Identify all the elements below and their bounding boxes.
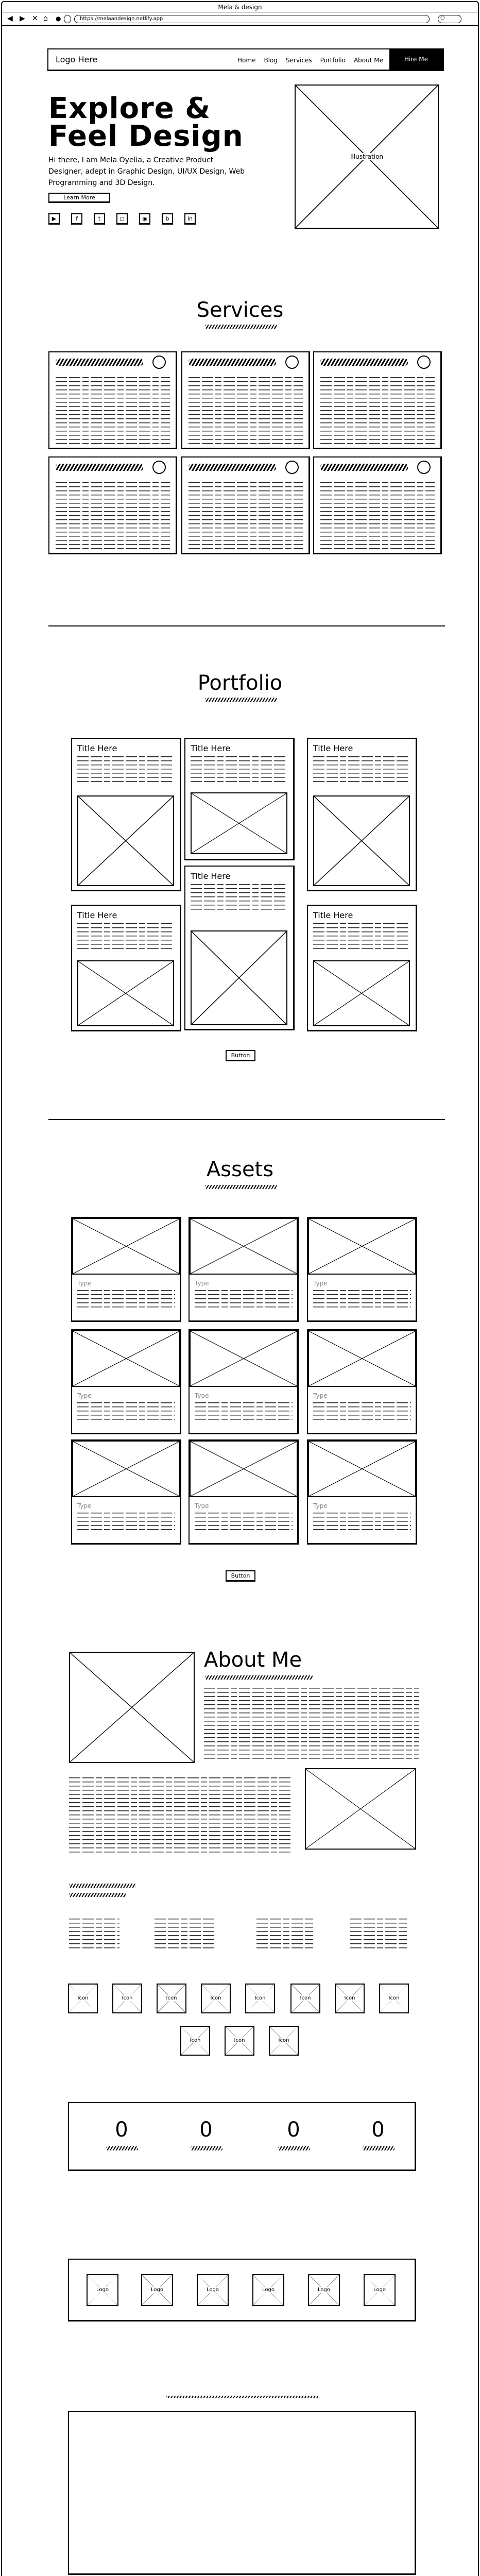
about-skill-title xyxy=(69,1884,136,1888)
assets-button[interactable]: Button xyxy=(226,1570,255,1582)
tool-icon-label xyxy=(158,1995,185,2002)
home-icon[interactable]: ⌂ xyxy=(43,14,48,23)
portfolio-card[interactable] xyxy=(184,738,295,860)
menu-item-home[interactable]: Home xyxy=(237,57,256,64)
portfolio-thumbnail xyxy=(77,960,174,1026)
twitter-icon[interactable]: t xyxy=(94,213,105,225)
service-card-title xyxy=(188,359,276,366)
client-logo-text: Logo xyxy=(96,2287,109,2293)
service-card-title xyxy=(320,359,408,366)
client-logo-label xyxy=(88,2286,117,2294)
service-card[interactable] xyxy=(181,456,310,554)
tool-icon-text: Icon xyxy=(122,1995,133,2001)
portfolio-thumbnail xyxy=(313,960,410,1026)
portfolio-card-title: Title Here xyxy=(313,743,353,753)
service-card-title xyxy=(188,464,276,471)
skills-column-4 xyxy=(350,1919,407,1952)
tool-icon-label xyxy=(226,2037,253,2044)
client-logo-label xyxy=(309,2286,339,2294)
asset-thumbnail xyxy=(190,1330,298,1387)
tool-icon xyxy=(68,1984,98,2013)
portfolio-card-text xyxy=(77,756,174,785)
service-card-text xyxy=(56,482,170,549)
tool-icon xyxy=(201,1984,231,2013)
portfolio-subtitle xyxy=(205,698,277,702)
client-logo-text: Logo xyxy=(151,2287,163,2293)
portfolio-thumbnail xyxy=(313,795,410,886)
tool-icon-text: Icon xyxy=(344,1995,355,2001)
menu-item-about[interactable]: About Me xyxy=(353,57,383,64)
tool-icon-text: Icon xyxy=(300,1995,311,2001)
tool-icon-label xyxy=(181,2037,209,2044)
portfolio-button[interactable]: Button xyxy=(226,1050,255,1061)
services-subtitle xyxy=(205,325,277,329)
service-card-title xyxy=(56,464,143,471)
asset-description xyxy=(195,1402,293,1423)
search-icon: ○ xyxy=(440,15,445,21)
stat-value: 0 xyxy=(115,2118,128,2142)
asset-thumbnail xyxy=(308,1218,416,1275)
portfolio-card[interactable] xyxy=(184,866,295,1030)
stat-label xyxy=(191,2146,222,2150)
asset-card[interactable] xyxy=(71,1329,181,1434)
menu-item-blog[interactable]: Blog xyxy=(264,57,278,64)
tool-icon xyxy=(379,1984,409,2013)
client-logo[interactable] xyxy=(197,2274,229,2306)
asset-type-label: Type xyxy=(195,1392,209,1399)
tool-icon-label xyxy=(292,1995,319,2002)
facebook-icon[interactable]: f xyxy=(71,213,82,225)
tool-icon xyxy=(180,2026,210,2056)
asset-description xyxy=(77,1290,175,1311)
hire-me-button[interactable]: Hire Me xyxy=(389,49,443,70)
browser-toolbar xyxy=(2,12,478,26)
asset-thumbnail xyxy=(72,1330,180,1387)
asset-type-label: Type xyxy=(195,1502,209,1510)
about-heading: About Me xyxy=(204,1648,302,1672)
stat-label xyxy=(278,2146,310,2150)
tool-icon xyxy=(112,1984,142,2013)
service-card[interactable] xyxy=(48,351,177,449)
service-card-title xyxy=(320,464,408,471)
asset-type-label: Type xyxy=(77,1280,92,1287)
asset-card[interactable] xyxy=(71,1439,181,1545)
close-icon[interactable]: ✕ xyxy=(32,14,38,23)
tool-icon-label xyxy=(270,2037,298,2044)
service-icon xyxy=(417,461,431,474)
skills-column-2 xyxy=(155,1919,216,1952)
assets-heading: Assets xyxy=(206,1158,274,1181)
hero-title xyxy=(48,92,275,153)
skills-column-1 xyxy=(69,1919,119,1952)
tool-icon xyxy=(269,2026,299,2056)
tool-icon-label xyxy=(69,1995,97,2002)
asset-type-label: Type xyxy=(77,1502,92,1510)
service-card[interactable] xyxy=(181,351,310,449)
tool-icon-label xyxy=(246,1995,274,2002)
browser-window xyxy=(1,1,479,2576)
tool-icon-text: Icon xyxy=(254,1995,266,2001)
portfolio-card[interactable] xyxy=(71,905,181,1031)
asset-description xyxy=(313,1402,411,1423)
window-title: Mela & design xyxy=(2,2,478,12)
section-divider xyxy=(48,1119,445,1120)
asset-card[interactable] xyxy=(71,1217,181,1322)
skills-column-3 xyxy=(256,1919,313,1952)
tool-icon xyxy=(335,1984,365,2013)
assets-subtitle xyxy=(205,1185,277,1189)
portfolio-card-title: Title Here xyxy=(313,910,353,920)
service-card-title xyxy=(56,359,143,366)
asset-description xyxy=(195,1513,293,1533)
asset-description xyxy=(313,1513,411,1533)
site-navbar xyxy=(47,48,444,71)
portfolio-thumbnail xyxy=(191,930,287,1025)
tool-icon xyxy=(290,1984,320,2013)
service-icon xyxy=(285,355,299,369)
stats-panel xyxy=(68,2102,416,2171)
tool-icon-label xyxy=(380,1995,408,2002)
asset-card[interactable] xyxy=(307,1217,417,1322)
service-card[interactable] xyxy=(48,456,177,554)
tool-icon-text: Icon xyxy=(77,1995,89,2001)
refresh-icon[interactable] xyxy=(64,15,71,23)
service-icon xyxy=(417,355,431,369)
social-links xyxy=(48,213,196,225)
asset-thumbnail xyxy=(72,1440,180,1497)
asset-description xyxy=(313,1290,411,1311)
portfolio-card-title: Title Here xyxy=(191,871,231,881)
hero-title-line2: Feel Design xyxy=(48,120,244,153)
asset-thumbnail xyxy=(190,1218,298,1275)
asset-thumbnail xyxy=(308,1440,416,1497)
asset-type-label: Type xyxy=(313,1502,328,1510)
client-logo[interactable] xyxy=(308,2274,340,2306)
linkedin-icon[interactable]: in xyxy=(184,213,196,225)
service-card[interactable] xyxy=(313,351,442,449)
client-logo-text: Logo xyxy=(373,2287,386,2293)
about-subtitle xyxy=(205,1675,313,1680)
service-card-text xyxy=(56,377,170,444)
about-skill-subtitle xyxy=(69,1893,126,1897)
stat-value: 0 xyxy=(199,2118,213,2142)
portfolio-thumbnail xyxy=(191,792,287,854)
client-logo-text: Logo xyxy=(318,2287,330,2293)
menu-item-portfolio[interactable]: Portfolio xyxy=(320,57,346,64)
tool-icon-text: Icon xyxy=(278,2038,289,2043)
hero-title-line1: Explore & xyxy=(48,92,211,125)
asset-card[interactable] xyxy=(307,1329,417,1434)
portfolio-card-title: Title Here xyxy=(77,743,117,753)
stat-value: 0 xyxy=(371,2118,385,2142)
forward-icon[interactable]: ▶ xyxy=(20,14,25,23)
client-logo[interactable] xyxy=(364,2274,396,2306)
tool-icon-label xyxy=(336,1995,364,2002)
clients-panel xyxy=(68,2259,416,2321)
tool-icon-text: Icon xyxy=(388,1995,400,2001)
illustration-label: Illustration xyxy=(350,153,384,160)
asset-description xyxy=(77,1513,175,1533)
bookmark-icon[interactable]: ● xyxy=(56,15,61,22)
client-logo-label xyxy=(198,2286,228,2294)
client-logo-label xyxy=(365,2286,395,2294)
main-menu xyxy=(237,57,383,64)
asset-thumbnail xyxy=(308,1330,416,1387)
client-logo-text: Logo xyxy=(207,2287,219,2293)
service-card[interactable] xyxy=(313,456,442,554)
client-logo-label xyxy=(253,2286,283,2294)
behance-icon[interactable]: b xyxy=(162,213,173,225)
asset-description xyxy=(77,1402,175,1423)
portfolio-card[interactable] xyxy=(71,738,181,891)
hero-intro: Hi there, I am Mela Oyelia, a Creative Product Designer, adept in Graphic Design, UI/UX Design, Web Programming and 3D Design. xyxy=(48,156,245,187)
stat-label xyxy=(363,2146,395,2150)
tool-icon xyxy=(225,2026,254,2056)
portfolio-thumbnail xyxy=(77,795,174,886)
portfolio-card[interactable] xyxy=(307,738,417,891)
service-card-text xyxy=(320,377,435,444)
asset-type-label: Type xyxy=(77,1392,92,1399)
client-logo-text: Logo xyxy=(262,2287,275,2293)
asset-type-label: Type xyxy=(195,1280,209,1287)
client-logo-label xyxy=(142,2286,172,2294)
service-icon xyxy=(152,355,166,369)
about-paragraph xyxy=(204,1688,419,1760)
back-icon[interactable]: ◀ xyxy=(7,14,13,23)
service-card-text xyxy=(188,377,303,444)
portfolio-card-text xyxy=(191,884,287,913)
stat-label xyxy=(106,2146,138,2150)
tool-icon xyxy=(245,1984,275,2013)
services-heading: Services xyxy=(196,298,284,322)
portfolio-card-text xyxy=(191,756,287,785)
service-card-text xyxy=(320,482,435,549)
stat-value: 0 xyxy=(287,2118,300,2142)
dribbble-icon[interactable]: ◉ xyxy=(139,213,150,225)
asset-type-label: Type xyxy=(313,1392,328,1399)
youtube-icon[interactable]: ▶ xyxy=(48,213,60,225)
instagram-icon[interactable]: ◻ xyxy=(116,213,128,225)
service-icon xyxy=(285,461,299,474)
section-divider xyxy=(48,625,445,626)
tool-icon xyxy=(157,1984,186,2013)
client-logo[interactable] xyxy=(141,2274,173,2306)
portfolio-card-title: Title Here xyxy=(191,743,231,753)
portfolio-card-text xyxy=(77,923,174,952)
client-logo[interactable] xyxy=(87,2274,118,2306)
about-image xyxy=(305,1768,416,1850)
tool-icon-label xyxy=(202,1995,230,2002)
site-logo[interactable]: Logo Here xyxy=(56,55,98,64)
menu-item-services[interactable]: Services xyxy=(285,57,312,64)
about-bio xyxy=(69,1777,293,1854)
asset-card[interactable] xyxy=(188,1329,299,1434)
service-icon xyxy=(152,461,166,474)
hero-illustration xyxy=(295,84,439,229)
tool-icon-text: Icon xyxy=(190,2038,201,2043)
portfolio-card[interactable] xyxy=(307,905,417,1031)
portfolio-heading: Portfolio xyxy=(197,671,283,695)
asset-card[interactable] xyxy=(188,1217,299,1322)
asset-thumbnail xyxy=(190,1440,298,1497)
tool-icon-text: Icon xyxy=(210,1995,221,2001)
service-card-text xyxy=(188,482,303,549)
search-input[interactable] xyxy=(438,15,461,23)
client-logo[interactable] xyxy=(252,2274,284,2306)
asset-card[interactable] xyxy=(188,1439,299,1545)
tool-icon-text: Icon xyxy=(166,1995,177,2001)
tool-icon-label xyxy=(113,1995,141,2002)
asset-thumbnail xyxy=(72,1218,180,1275)
portfolio-card-text xyxy=(313,756,410,785)
learn-more-button[interactable]: Learn More xyxy=(48,193,110,203)
asset-description xyxy=(195,1290,293,1311)
portfolio-card-title: Title Here xyxy=(77,910,117,920)
tool-icon-text: Icon xyxy=(234,2038,245,2043)
content-panel xyxy=(68,2411,416,2575)
asset-card[interactable] xyxy=(307,1439,417,1545)
url-input[interactable]: https://melaandesign.netlify.app xyxy=(74,15,430,23)
about-photo xyxy=(69,1652,195,1763)
portfolio-card-text xyxy=(313,923,410,952)
section-caption xyxy=(166,2396,318,2398)
asset-type-label: Type xyxy=(313,1280,328,1287)
